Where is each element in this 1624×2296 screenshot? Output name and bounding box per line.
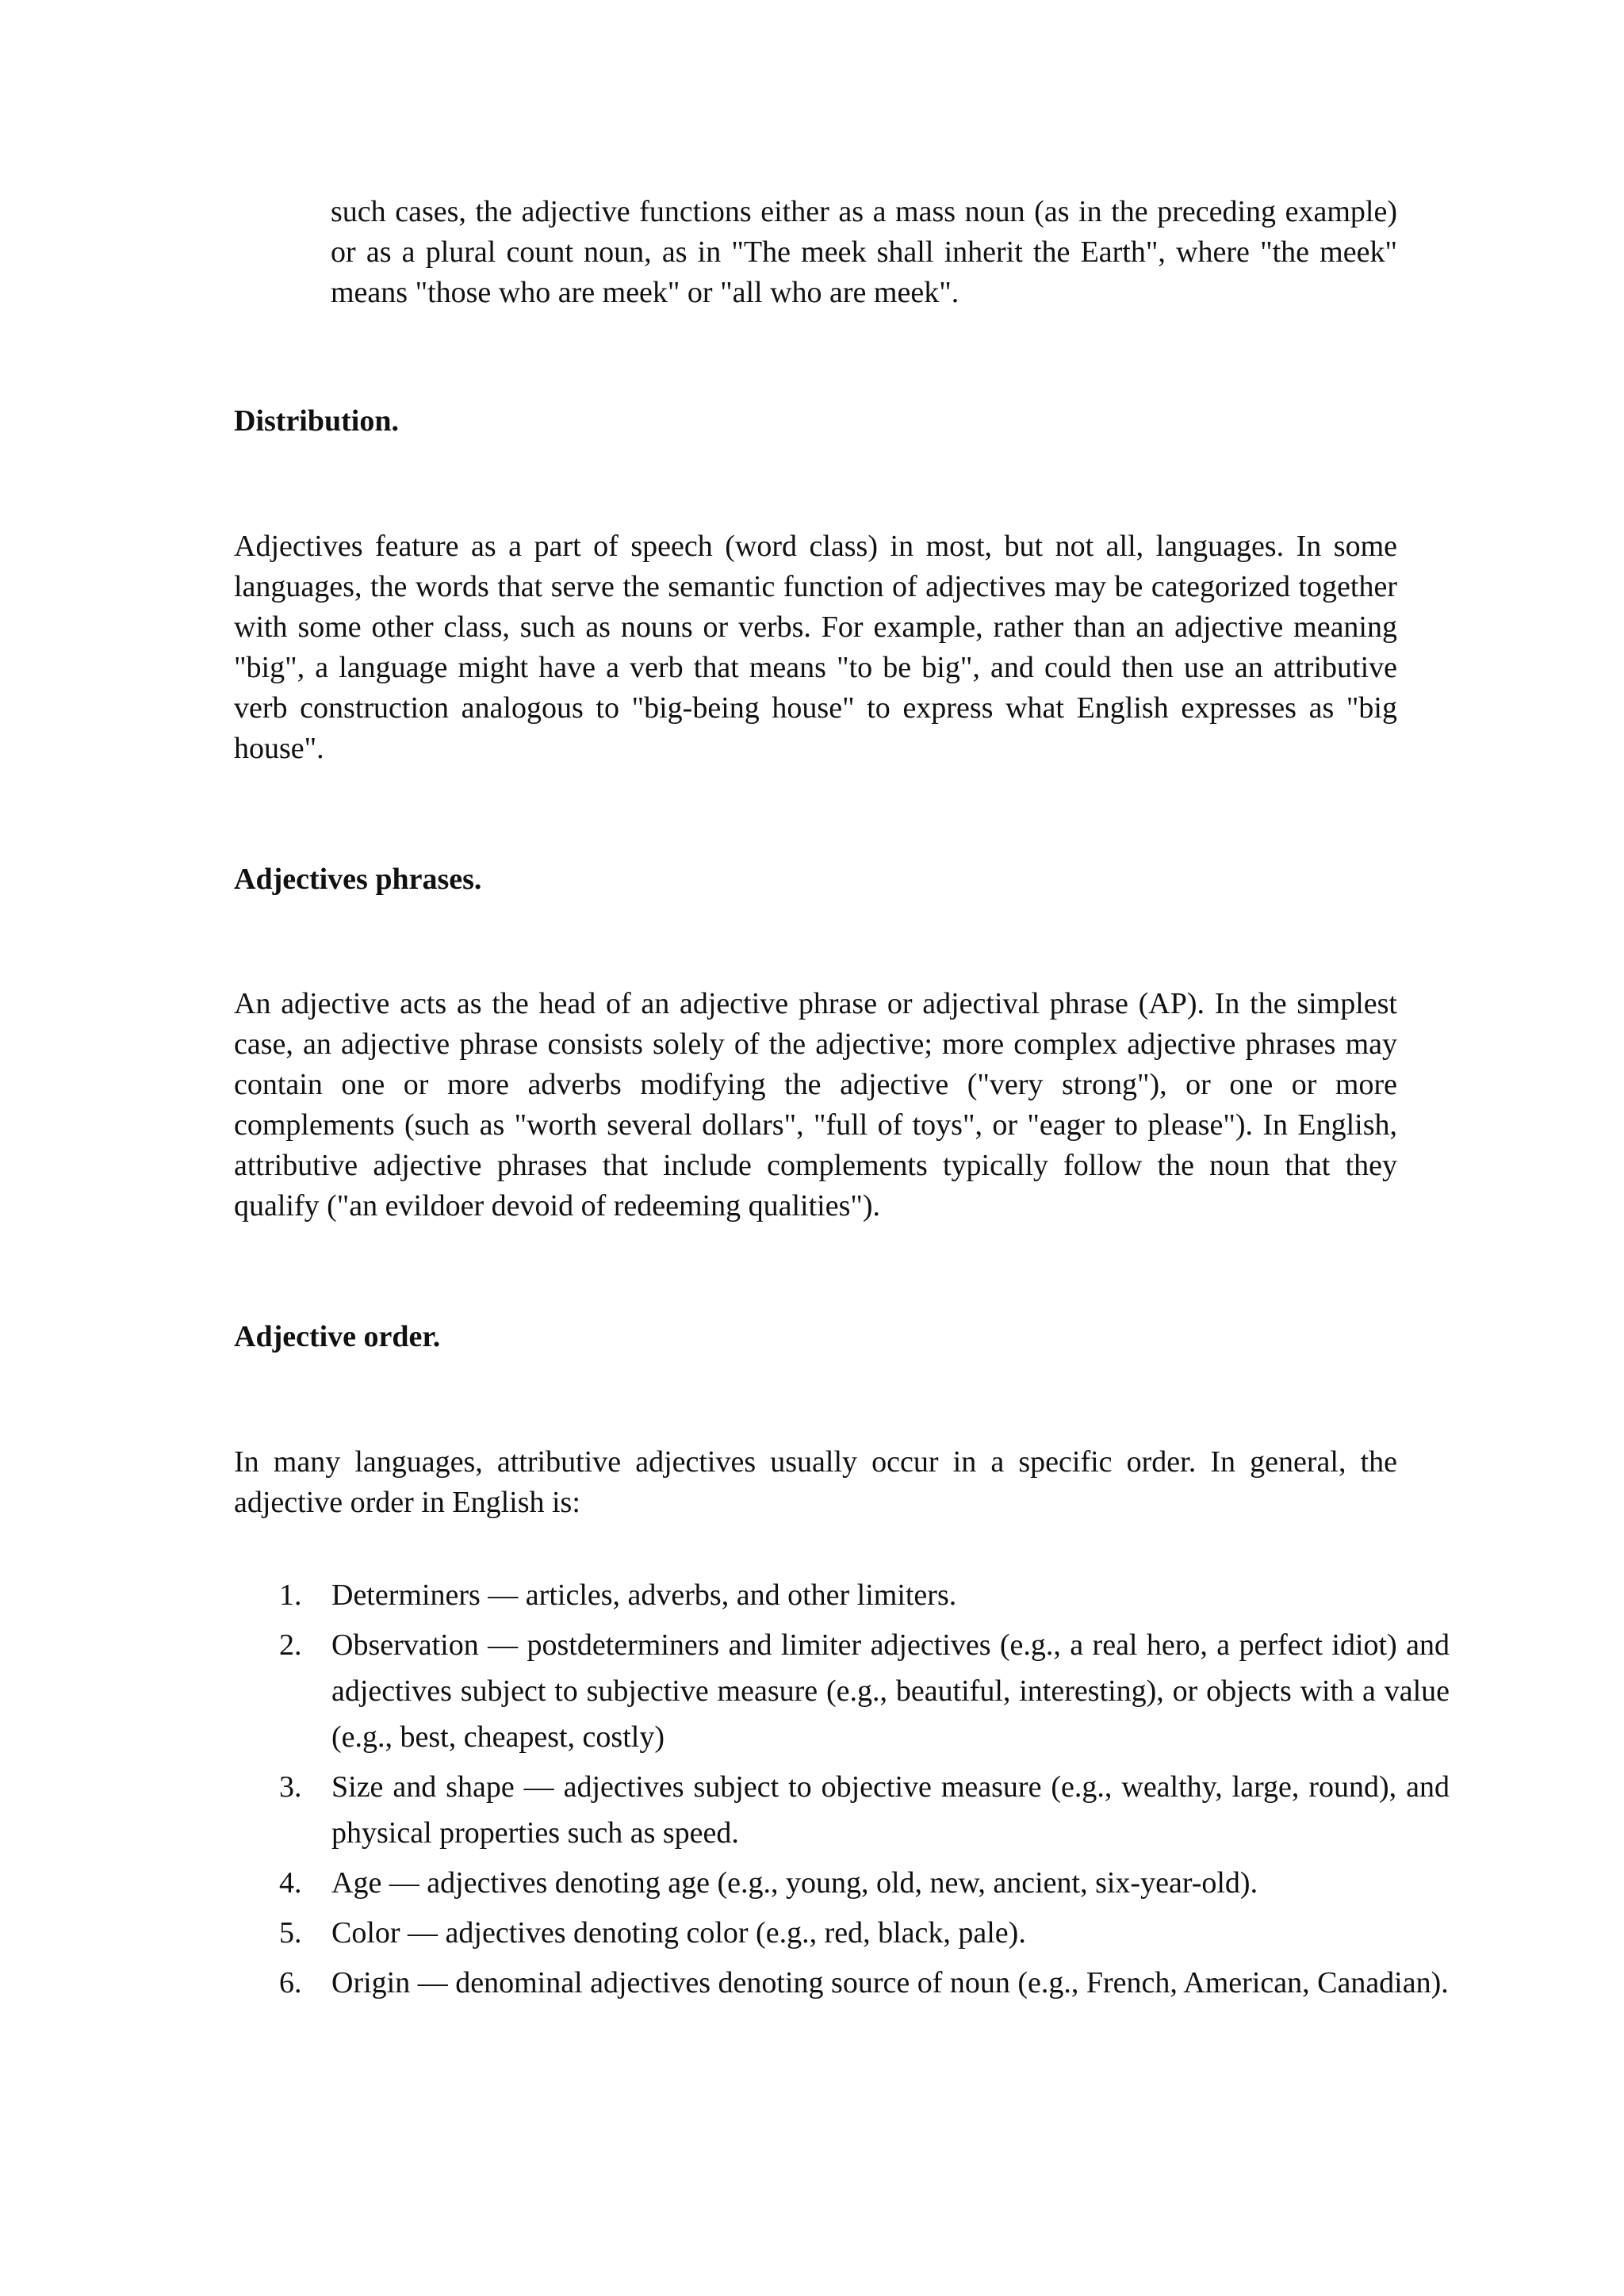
list-item <box>279 1960 1450 2006</box>
list-item-text: Age — adjectives denoting age (e.g., young, old, new, ancient, six-year-old). <box>331 1866 1258 1900</box>
list-item-number: 6. <box>279 1966 302 1999</box>
list-item <box>279 1860 1450 1906</box>
list-item <box>279 1572 1450 1618</box>
list-item <box>279 1910 1450 1956</box>
list-item-number: 5. <box>279 1916 302 1950</box>
list-item-number: 3. <box>279 1770 302 1804</box>
list-item <box>279 1764 1450 1856</box>
list-item <box>279 1622 1450 1760</box>
adjective-order-paragraph: In many languages, attributive adjectives usually occur in a specific order. In general, the adjective order in English is: <box>234 1445 1397 1519</box>
list-item-text: Observation — postdeterminers and limiter adjectives (e.g., a real hero, a perfect idiot) and adjectives subject to subjective measure (e.g., beautiful, interesting), or objects with a value (e.g., best, cheapest, costly) <box>331 1628 1450 1754</box>
list-item-text: Origin — denominal adjectives denoting source of noun (e.g., French, American, Canadian). <box>331 1966 1449 1999</box>
adjective-order-heading: Adjective order. <box>234 1320 441 1353</box>
list-item-number: 1. <box>279 1578 302 1612</box>
list-item-number: 2. <box>279 1628 302 1662</box>
list-item-number: 4. <box>279 1866 302 1900</box>
distribution-paragraph: Adjectives feature as a part of speech (word class) in most, but not all, languages. In some languages, the words that serve the semantic function of adjectives may be categorized together with some other class, such as nouns or verbs. For example, rather than an adjective meaning "big", a language might have a verb that means "to be big", and could then use an attributive verb construction analogous to "big-being house" to express what English expresses as "big house". <box>234 530 1397 765</box>
list-item-text: Determiners — articles, adverbs, and other limiters. <box>331 1578 957 1612</box>
intro-paragraph: such cases, the adjective functions either as a mass noun (as in the preceding example) or as a plural count noun, as in "The meek shall inherit the Earth", where "the meek" means "those who are meek" or "all who are meek". <box>331 195 1397 309</box>
list-item-text: Color — adjectives denoting color (e.g., red, black, pale). <box>331 1916 1026 1950</box>
distribution-heading: Distribution. <box>234 404 399 438</box>
adjective-order-list <box>279 1572 1450 2006</box>
adjective-phrases-heading: Adjectives phrases. <box>234 863 482 896</box>
list-item-text: Size and shape — adjectives subject to objective measure (e.g., wealthy, large, round), and physical properties such as speed. <box>331 1770 1450 1850</box>
adjective-phrases-paragraph: An adjective acts as the head of an adjective phrase or adjectival phrase (AP). In the simplest case, an adjective phrase consists solely of the adjective; more complex adjective phrases may contain one or more adverbs modifying the adjective ("very strong"), or one or more complements (such as "worth several dollars", "full of toys", or "eager to please"). In English, attributive adjective phrases that include complements typically follow the noun that they qualify ("an evildoer devoid of redeeming qualities"). <box>234 987 1397 1223</box>
